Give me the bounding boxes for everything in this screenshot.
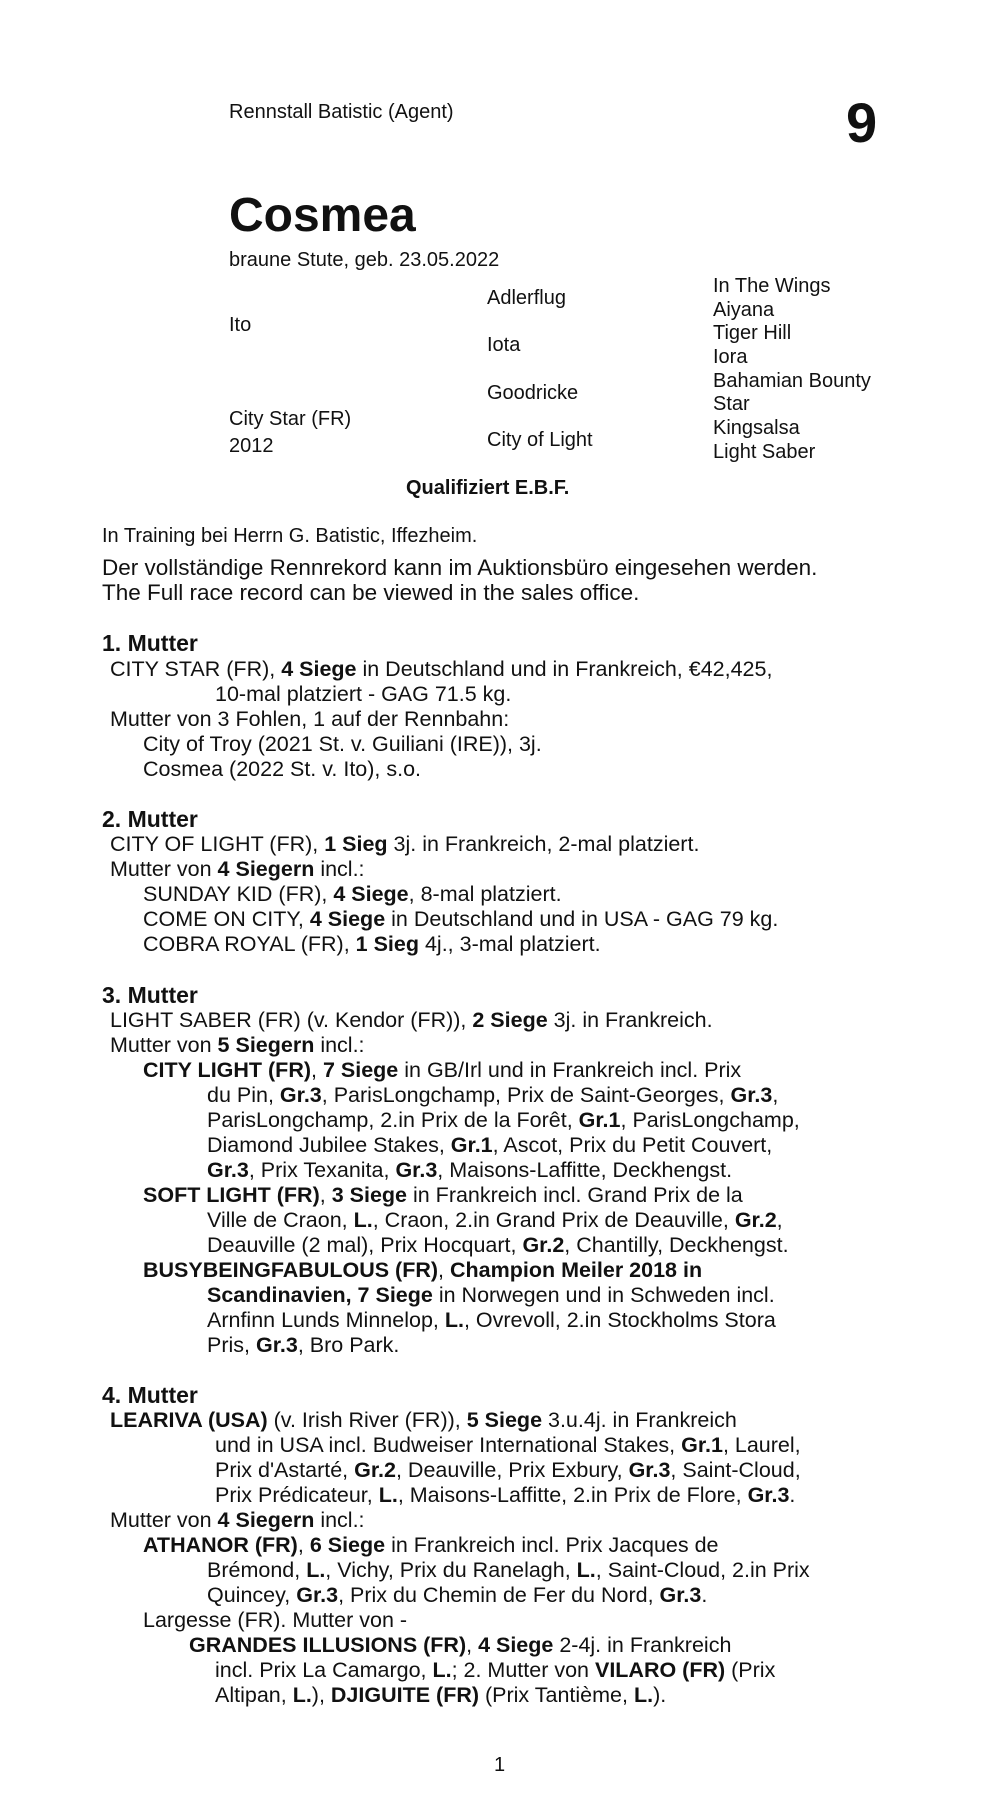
second-dam-line: COBRA ROYAL (FR), 1 Sieg 4j., 3-mal platziert. <box>143 932 601 956</box>
pedigree-gen3: Bahamian Bounty <box>713 370 871 392</box>
second-dam-line: COME ON CITY, 4 Siege in Deutschland und in USA - GAG 79 kg. <box>143 907 779 931</box>
second-dam-line: CITY OF LIGHT (FR), 1 Sieg 3j. in Frankreich, 2-mal platziert. <box>110 832 700 856</box>
third-dam-line: du Pin, Gr.3, ParisLongchamp, Prix de Saint-Georges, Gr.3, <box>207 1083 779 1107</box>
first-dam-line: City of Troy (2021 St. v. Guiliani (IRE)), 3j. <box>143 732 542 756</box>
pedigree-gen3: Star <box>713 393 750 415</box>
third-dam-line: Diamond Jubilee Stakes, Gr.1, Ascot, Prix du Petit Couvert, <box>207 1133 773 1157</box>
pedigree-sire-sire: Adlerflug <box>487 287 566 309</box>
page-number: 1 <box>494 1754 506 1776</box>
fourth-dam-line: GRANDES ILLUSIONS (FR), 4 Siege 2-4j. in Frankreich <box>189 1633 732 1657</box>
third-dam-line: Ville de Craon, L., Craon, 2.in Grand Prix de Deauville, Gr.2, <box>207 1208 783 1232</box>
fourth-dam-line: LEARIVA (USA) (v. Irish River (FR)), 5 Siege 3.u.4j. in Frankreich <box>110 1408 737 1432</box>
horse-name: Cosmea <box>229 189 416 242</box>
fourth-dam-line: incl. Prix La Camargo, L.; 2. Mutter von VILARO (FR) (Prix <box>215 1658 776 1682</box>
third-dam-line: BUSYBEINGFABULOUS (FR), Champion Meiler 2018 in <box>143 1258 703 1282</box>
pedigree-gen3: Tiger Hill <box>713 322 792 344</box>
race-record-en: The Full race record can be viewed in the sales office. <box>102 580 640 605</box>
qualification: Qualifiziert E.B.F. <box>406 477 570 499</box>
fourth-dam-line: Brémond, L., Vichy, Prix du Ranelagh, L., Saint-Cloud, 2.in Prix <box>207 1558 810 1582</box>
heading-fourth-dam: 4. Mutter <box>102 1382 198 1408</box>
pedigree-gen3: Iora <box>713 346 748 368</box>
pedigree-gen3: Kingsalsa <box>713 417 800 439</box>
race-record-de: Der vollständige Rennrekord kann im Auktionsbüro eingesehen werden. <box>102 555 818 580</box>
third-dam-line: LIGHT SABER (FR) (v. Kendor (FR)), 2 Siege 3j. in Frankreich. <box>110 1008 713 1032</box>
pedigree-gen3: Light Saber <box>713 441 816 463</box>
fourth-dam-line: Prix Prédicateur, L., Maisons-Laffitte, 2.in Prix de Flore, Gr.3. <box>215 1483 796 1507</box>
fourth-dam-line: und in USA incl. Budweiser International Stakes, Gr.1, Laurel, <box>215 1433 801 1457</box>
heading-first-dam: 1. Mutter <box>102 630 198 656</box>
fourth-dam-line: Altipan, L.), DJIGUITE (FR) (Prix Tantième, L.). <box>215 1683 667 1707</box>
third-dam-line: Pris, Gr.3, Bro Park. <box>207 1333 400 1357</box>
first-dam-line: Mutter von 3 Fohlen, 1 auf der Rennbahn: <box>110 707 510 731</box>
pedigree-gen3: Aiyana <box>713 299 775 321</box>
heading-second-dam: 2. Mutter <box>102 806 198 832</box>
pedigree-dam-year: 2012 <box>229 435 274 457</box>
third-dam-line: ParisLongchamp, 2.in Prix de la Forêt, Gr.1, ParisLongchamp, <box>207 1108 800 1132</box>
heading-third-dam: 3. Mutter <box>102 982 198 1008</box>
pedigree-sire-dam: Iota <box>487 334 521 356</box>
consignor: Rennstall Batistic (Agent) <box>229 101 454 123</box>
first-dam-line: Cosmea (2022 St. v. Ito), s.o. <box>143 757 422 781</box>
first-dam-line: CITY STAR (FR), 4 Siege in Deutschland und in Frankreich, €42,425, <box>110 657 773 681</box>
fourth-dam-line: Mutter von 4 Siegern incl.: <box>110 1508 365 1532</box>
horse-description: braune Stute, geb. 23.05.2022 <box>229 249 500 271</box>
third-dam-line: Scandinavien, 7 Siege in Norwegen und in Schweden incl. <box>207 1283 775 1307</box>
third-dam-line: Arnfinn Lunds Minnelop, L., Ovrevoll, 2.in Stockholms Stora <box>207 1308 776 1332</box>
second-dam-line: Mutter von 4 Siegern incl.: <box>110 857 365 881</box>
third-dam-line: Deauville (2 mal), Prix Hocquart, Gr.2, Chantilly, Deckhengst. <box>207 1233 789 1257</box>
training-info: In Training bei Herrn G. Batistic, Iffezheim. <box>102 525 478 547</box>
pedigree-dam: City Star (FR) <box>229 408 352 430</box>
lot-number: 9 <box>846 91 878 154</box>
fourth-dam-line: Quincey, Gr.3, Prix du Chemin de Fer du Nord, Gr.3. <box>207 1583 708 1607</box>
third-dam-line: Gr.3, Prix Texanita, Gr.3, Maisons-Laffitte, Deckhengst. <box>207 1158 733 1182</box>
fourth-dam-line: Largesse (FR). Mutter von - <box>143 1608 408 1632</box>
pedigree-dam-dam: City of Light <box>487 429 593 451</box>
pedigree-dam-sire: Goodricke <box>487 382 579 404</box>
pedigree-sire: Ito <box>229 314 252 336</box>
third-dam-line: SOFT LIGHT (FR), 3 Siege in Frankreich incl. Grand Prix de la <box>143 1183 743 1207</box>
fourth-dam-line: Prix d'Astarté, Gr.2, Deauville, Prix Exbury, Gr.3, Saint-Cloud, <box>215 1458 801 1482</box>
first-dam-line: 10-mal platziert - GAG 71.5 kg. <box>215 682 512 706</box>
second-dam-line: SUNDAY KID (FR), 4 Siege, 8-mal platziert. <box>143 882 562 906</box>
third-dam-line: CITY LIGHT (FR), 7 Siege in GB/Irl und in Frankreich incl. Prix <box>143 1058 742 1082</box>
fourth-dam-line: ATHANOR (FR), 6 Siege in Frankreich incl. Prix Jacques de <box>143 1533 719 1557</box>
pedigree-gen3: In The Wings <box>713 275 831 297</box>
third-dam-line: Mutter von 5 Siegern incl.: <box>110 1033 365 1057</box>
